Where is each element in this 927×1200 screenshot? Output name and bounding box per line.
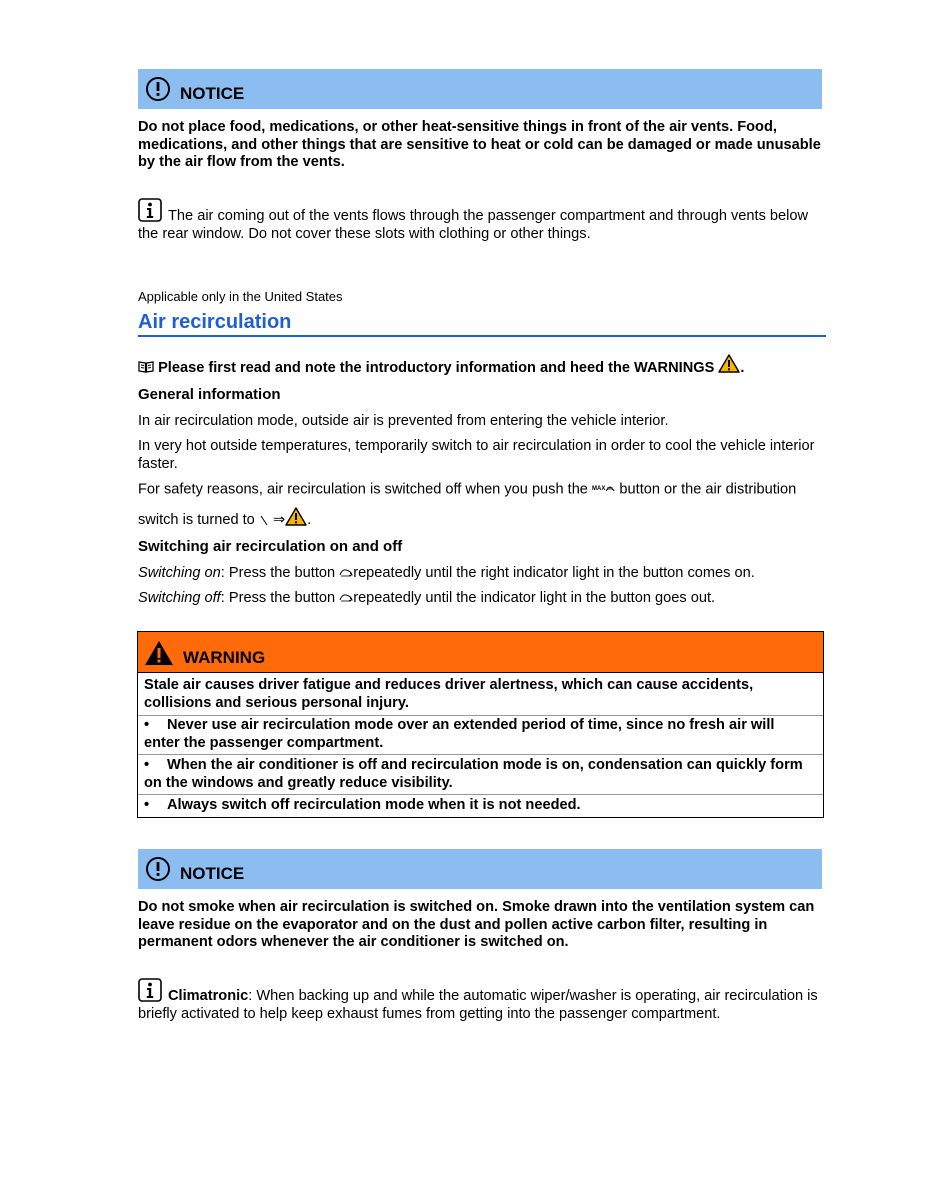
bullet-text: Never use air recirculation mode over an extended period of time, since no fresh air will enter the passenger compartment. [144,717,775,751]
warning-divider [138,754,823,755]
read-first-end: . [740,360,745,376]
recirculation-icon [339,569,353,577]
open-book-icon [138,360,154,374]
switching-off-line [138,590,828,608]
general-heading: General information [138,386,281,403]
warning-intro: Stale air causes driver fatigue and reduces driver alertness, which can cause accidents, collisions and serious personal injury. [144,677,754,711]
warning-divider [138,794,823,795]
bullet-mark: • [144,757,150,773]
max-label: MAX [592,486,606,492]
paragraph-text: repeatedly until the indicator light in the button goes out. [353,590,716,606]
paragraph-text: : Press the button [220,590,336,606]
bullet-mark: • [144,797,150,813]
warning-title: WARNING [183,648,266,667]
warning-header [138,632,823,673]
exclamation-circle-icon [145,856,171,882]
recirculation-icon [339,594,353,602]
info-note [138,978,828,1023]
warning-triangle-icon [718,354,740,373]
paragraph-text: switch is turned to [138,512,255,528]
general-paragraph-1: In air recirculation mode, outside air is prevented from entering the vehicle interior. [138,413,669,429]
switching-on-label: Switching on [138,565,221,581]
warning-box [137,631,824,818]
info-icon [138,198,162,222]
paragraph-text: repeatedly until the right indicator light in the button comes on. [353,565,755,581]
bullet-text: Always switch off recirculation mode when it is not needed. [167,797,581,813]
read-first-text: Please first read and note the introductory information and heed the WARNINGS [158,360,715,376]
notice-text: Do not place food, medications, or other heat-sensitive things in front of the air vents. Food, medications, and other things that are sensitive to heat or cold can be damaged or made unusable by the air flow from the vents. [138,119,821,170]
warning-bullet [144,797,814,815]
notice-header [138,69,822,109]
bullet-mark: • [144,717,150,733]
paragraph-text: : Press the button [220,565,336,581]
info-text: : When backing up and while the automatic wiper/washer is operating, air recirculation is briefly activated to help keep exhaust fumes from getting into the passenger compartment. [138,988,818,1022]
notice-text: Do not smoke when air recirculation is switched on. Smoke drawn into the ventilation system can leave residue on the evaporator and on the dust and pollen active carbon filter, resulting in permanent odors whenever the air conditioner is switched on. [138,899,815,950]
switching-heading: Switching air recirculation on and off [138,538,403,555]
paragraph-text: For safety reasons, air recirculation is switched off when you push the [138,481,588,498]
info-icon [138,978,162,1002]
read-first-line [138,354,744,377]
info-note [138,198,828,243]
windshield-defrost-icon [259,514,269,526]
warning-bullet [144,717,814,752]
notice-title: NOTICE [180,84,245,103]
general-paragraph-3 [138,481,828,499]
switching-on-line [138,565,828,583]
warning-divider [138,715,823,716]
notice-title: NOTICE [180,864,245,883]
switching-off-label: Switching off [138,590,221,606]
warning-triangle-icon [144,640,174,666]
bullet-text: When the air conditioner is off and recirculation mode is on, condensation can quickly form on the windows and greatly reduce visibility. [144,757,803,791]
info-text: The air coming out of the vents flows through the passenger compartment and through vents below the rear window. Do not cover these slots with clothing or other things. [138,208,809,242]
section-divider [138,335,826,337]
paragraph-text: button or the air distribution [619,481,797,498]
paragraph-text: . [307,512,312,528]
info-label: Climatronic [168,988,249,1004]
applicability-note: Applicable only in the United States [138,289,343,304]
max-defrost-icon [592,481,615,499]
general-paragraph-2: In very hot outside temperatures, temporarily switch to air recirculation in order to cool the vehicle interior faster. [138,438,815,472]
warning-triangle-icon [285,507,307,526]
general-paragraph-3-cont [138,507,828,530]
warning-bullet [144,757,814,792]
exclamation-circle-icon [145,76,171,102]
reference-arrow: ⇒ [272,512,286,528]
notice-header [138,849,822,889]
section-title: Air recirculation [138,311,292,333]
